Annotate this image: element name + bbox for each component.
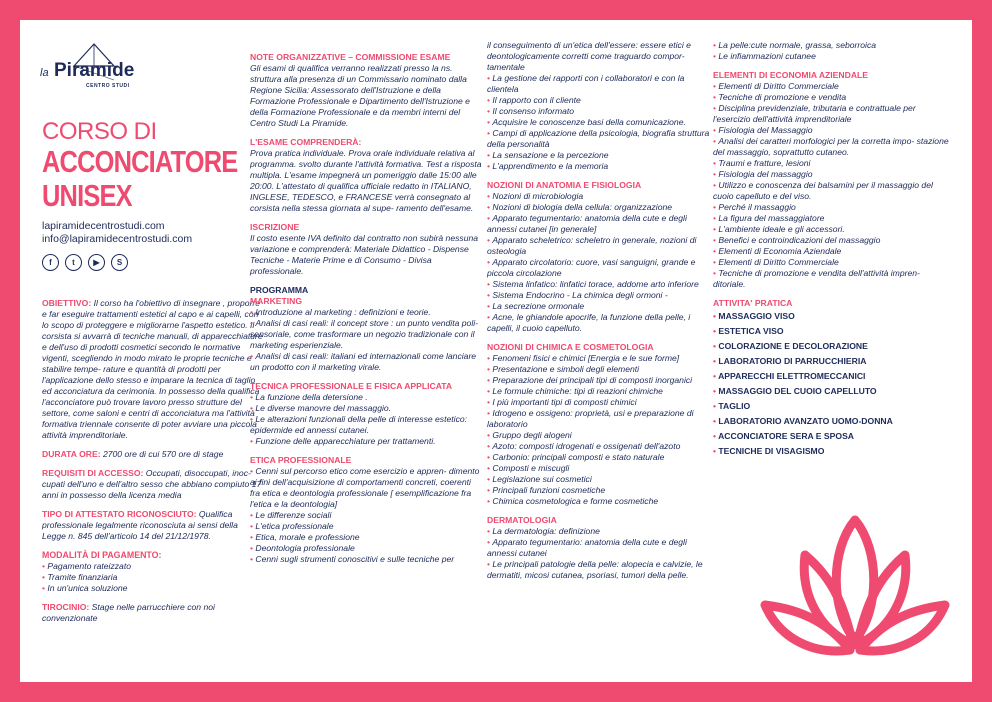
list-item: • Analisi di casi reali: il concept store : un punto vendita poli-sensoriale, come trasformare un negozio tradizionale con il marketing esperienziale. [250, 318, 482, 351]
list-item: • Analisi di casi reali: italiani ed internazionali come lanciare un prodotto con il marketing virale. [250, 351, 482, 373]
technique-heading: TECNICA PROFESSIONALE E FISICA APPLICATA [250, 381, 453, 391]
skype-icon[interactable]: S [111, 254, 128, 271]
list-item: • Cenni sugli strumenti conoscitivi e sulle tecniche per [250, 554, 482, 565]
list-item: • La figura del massaggiatore [713, 213, 949, 224]
list-item: • Il consenso informato [487, 106, 713, 117]
chemistry-heading: NOZIONI DI CHIMICA E COSMETOLOGIA [487, 342, 654, 352]
practice-heading: ATTIVITA' PRATICA [713, 298, 793, 308]
list-item: • Traumi e fratture, lesioni [713, 158, 949, 169]
list-item: • La funzione della detersione . [250, 392, 482, 403]
list-item: • TAGLIO [713, 399, 949, 414]
list-item: • Elementi di Economia Aziendale [713, 246, 949, 257]
anatomy-list [487, 191, 713, 334]
list-item: • Apparato circolatorio: cuore, vasi sanguigni, grande e piccola circolazione [487, 257, 713, 279]
list-item: • MASSAGGIO DEL CUOIO CAPELLUTO [713, 384, 949, 399]
practice-list [713, 309, 949, 459]
enrollment-text: Il costo esente IVA definito dal contratto non subirà nessuna variazione e comprenderà: Materiale Didattico - Dispense Tecniche - Materie Prime e di Consumo - Divisa professionale. [250, 233, 479, 276]
exam-text: Prova pratica individuale. Prova orale individuale relativa al programma. svolto durante l'attività formativa. Test a risposta multipla. L'esame impegnerà un pomeriggio dalle 15:00 alle 20:00. L'attestato di qualifica ufficiale redatto in ITALIANO, INGLESE, TEDESCO, e FRANCESE verrà consegnato al corsista nella stessa giornata al supe- ramento dell'esame. [250, 148, 482, 213]
objective [42, 298, 264, 441]
list-item: • Fenomeni fisici e chimici [Energia e le sue forme] [487, 353, 713, 364]
youtube-icon[interactable]: ▶ [88, 254, 105, 271]
list-item: • Preparazione dei principali tipi di composti inorganici [487, 375, 713, 386]
list-item: • Tramite finanziaria [42, 572, 264, 583]
list-item: • La dermatologia: definizione [487, 526, 713, 537]
list-item: • Campi di applicazione della psicologia, biografia struttura della personalità [487, 128, 713, 150]
list-item: • Deontologia professionale [250, 543, 482, 554]
duration-label: DURATA ORE: [42, 449, 101, 459]
economy-list [713, 81, 949, 290]
chemistry-list [487, 353, 713, 507]
logo [22, 20, 244, 100]
list-item: • In un'unica soluzione [42, 583, 264, 594]
list-item: • Le diverse manovre del massaggio. [250, 403, 482, 414]
enrollment-heading: ISCRIZIONE [250, 222, 300, 232]
list-item: • Elementi di Diritto Commerciale [713, 81, 949, 92]
facebook-icon[interactable]: f [42, 254, 59, 271]
list-item: • I più importanti tipi di composti chimici [487, 397, 713, 408]
list-item: • LABORATORIO DI PARRUCCHIERIA [713, 354, 949, 369]
list-item: • Le formule chimiche: tipi di reazioni chimiche [487, 386, 713, 397]
list-item: • Pagamento rateizzato [42, 561, 264, 572]
dermatology-list [487, 526, 713, 581]
requirements-label: REQUISITI DI ACCESSO: [42, 468, 144, 478]
list-item: • La gestione dei rapporti con i collaboratori e con la clientela [487, 73, 713, 95]
duration [42, 449, 264, 460]
exam-heading: L'ESAME COMPRENDERÀ: [250, 137, 362, 147]
list-item: • Apparato tegumentario: anatomia della cute e degli annessi cutanei [487, 537, 713, 559]
objective-text: Il corso ha l'obiettivo di insegnare , proporre e far eseguire trattamenti estetici al capo e ai capelli, con lo scopo di proteggere e migliorarne l'aspetto estetico. Il corsista si avvarrà di tecniche manuali, di apparecchiature e dell'uso di prodotti cosmetici secondo le normative vigenti, scegliendo in modo mirato le proprie tecniche e stabilire tempe- rature e quantità di prodotti per l'applicazione dello stesso e imparare la tecnica di taglio ed acconciatura da cerimonia. In possesso della qualifica l'acconciatore può trovare lavoro presso strutture del settore, come saloni e centri di acconciatura ma l'attività formativa triennale consente di poter avviare una piccola attività imprenditoriale. [42, 298, 263, 440]
list-item: • COLORAZIONE E DECOLORAZIONE [713, 339, 949, 354]
list-item: • Benefici e controindicazioni del massaggio [713, 235, 949, 246]
internship-label: TIROCINIO: [42, 602, 90, 612]
list-item: • Utilizzo e conoscenza dei balsamini per il massaggio del cuoio capelluto e del viso. [713, 180, 949, 202]
list-item: • Nozioni di microbiologia [487, 191, 713, 202]
list-item: • Azoto: composti idrogenati e ossigenati dell'azoto [487, 441, 713, 452]
course-details [42, 298, 264, 624]
column-intro [22, 20, 263, 623]
list-item: • Apparato tegumentario: anatomia della cute e degli annessi cutanei [in generale] [487, 213, 713, 235]
list-item: • Le alterazioni funzionali della pelle di interesse estetico: epidermide ed annessi cutanei. [250, 414, 482, 436]
list-item: • Chimica cosmetologica e forme cosmetiche [487, 496, 713, 507]
list-item: • LABORATORIO AVANZATO UOMO-DONNA [713, 414, 949, 429]
logo-subtitle: CENTRO STUDI [86, 83, 130, 89]
twitter-icon[interactable]: t [65, 254, 82, 271]
list-item: • Le infiammazioni cutanee [713, 51, 949, 62]
list-item: • Fisiologia del massaggio [713, 169, 949, 180]
requirements [42, 468, 264, 501]
list-item: • Nozioni di biologia della cellula: organizzazione [487, 202, 713, 213]
list-item: • Introduzione al marketing : definizioni e teorie. [250, 307, 482, 318]
list-item: • Acquisire le conoscenze basi della comunicazione. [487, 117, 713, 128]
list-item: • Legislazione sui cosmetici [487, 474, 713, 485]
payment-list [42, 561, 264, 594]
dermatology-heading: DERMATOLOGIA [487, 515, 557, 525]
contacts [42, 220, 192, 246]
list-item: • Il rapporto con il cliente [487, 95, 713, 106]
list-item: • TECNICHE DI VISAGISMO [713, 444, 949, 459]
list-item: • Sistema Endocrino - La chimica degli ormoni - [487, 290, 713, 301]
list-item: • Gruppo degli alogeni [487, 430, 713, 441]
ethics-continued-list [487, 73, 713, 172]
program-heading: PROGRAMMA [250, 285, 309, 295]
list-item: • ACCONCIATORE SERA E SPOSA [713, 429, 949, 444]
internship-text: Stage nelle parrucchiere con noi convenzionate [42, 602, 215, 623]
ethics-heading: ETICA PROFESSIONALE [250, 455, 352, 465]
certificate-type [42, 509, 264, 542]
list-item: • Apparato scheletrico: scheletro in generale, nozioni di osteologia [487, 235, 713, 257]
list-item: • La secrezione ormonale [487, 301, 713, 312]
anatomy-heading: NOZIONI DI ANATOMIA E FISIOLOGIA [487, 180, 642, 190]
technique-list [250, 392, 482, 447]
logo-name: Piramide [54, 60, 135, 81]
list-item: • Cenni sul percorso etico come esercizio e appren- dimento ai fini dell'acquisizione di comportamenti concreti, coerenti fra etica e deontologia professionale [ esemplificazione fra l'etica e la deontologia] [250, 466, 482, 510]
list-item: • Perché il massaggio [713, 202, 949, 213]
list-item: • L'ambiente ideale e gli accessori. [713, 224, 949, 235]
list-item: • APPARECCHI ELETTROMECCANICI [713, 369, 949, 384]
exam-notes-heading: NOTE ORGANIZZATIVE – COMMISSIONE ESAME [250, 52, 451, 62]
list-item: • L'apprendimento e la memoria [487, 161, 713, 172]
marketing-list [250, 307, 482, 373]
list-item: • Disciplina previdenziale, tributaria e contrattuale per l'esercizio dell'attività imprenditoriale [713, 103, 949, 125]
list-item: • Le differenze sociali [250, 510, 482, 521]
list-item: • Sistema linfatico: linfatici torace, addome arto inferiore [487, 279, 713, 290]
list-item: • Idrogeno e ossigeno: proprietà, usi e preparazione di laboratorio [487, 408, 713, 430]
list-item: • Presentazione e simboli degli elementi [487, 364, 713, 375]
list-item: • Tecniche di promozione e vendita [713, 92, 949, 103]
list-item: • La sensazione e la percezione [487, 150, 713, 161]
skin-list [713, 40, 949, 62]
requirements-text: Occupati, disoccupati, inoc- cupati dell'uno e dell'altro sesso che abbiano compiuto 17 anni in possesso della licenza media [42, 468, 262, 500]
list-item: • Carbonio: principali composti e stato naturale [487, 452, 713, 463]
list-item: • La pelle:cute normale, grassa, seborroica [713, 40, 949, 51]
logo-la: la [40, 67, 49, 79]
list-item: • Etica, morale e professione [250, 532, 482, 543]
lotus-decoration-icon [745, 500, 965, 690]
list-item: • Fisiologia del Massaggio [713, 125, 949, 136]
list-item: • Elementi di Diritto Commerciale [713, 257, 949, 268]
list-item: • ESTETICA VISO [713, 324, 949, 339]
certificate-text: Qualifica professionale legalmente riconosciuta ai sensi della Legge n. 845 dell'articolo 14 del 21/12/1978. [42, 509, 238, 541]
social-links [42, 254, 128, 271]
objective-label: OBIETTIVO: [42, 298, 92, 308]
payment-heading: MODALITÀ DI PAGAMENTO: [42, 550, 162, 560]
exam-notes-text: Gli esami di qualifica verranno realizzati presso la ns. struttura alla presenza di un Commissario nominato dalla Regione Sicilia: Assessorato dell'Istruzione e della Formazione Professionale e Dipartimento dell'Istruzione e della Formazione Professionale e da membri interni del Centro Studi La Piramide. [250, 63, 470, 128]
course-prefix: CORSO DI [42, 118, 157, 145]
list-item: • MASSAGGIO VISO [713, 309, 949, 324]
list-item: • Principali funzioni cosmetiche [487, 485, 713, 496]
course-title-line-1: ACCONCIATORE [42, 144, 238, 179]
marketing-heading: MARKETING [250, 296, 303, 306]
duration-text: 2700 ore di cui 570 ore di stage [102, 449, 224, 459]
certificate-label: TIPO DI ATTESTATO RICONOSCIUTO: [42, 509, 197, 519]
email-link[interactable]: info@lapiramidecentrostudi.com [42, 233, 193, 245]
list-item: • Composti e miscugli [487, 463, 713, 474]
list-item: • Funzione delle apparecchiature per trattamenti. [250, 436, 482, 447]
ethics-list [250, 466, 482, 565]
course-title-line-2: UNISEX [42, 178, 132, 213]
economy-heading: ELEMENTI DI ECONOMIA AZIENDALE [713, 70, 869, 80]
list-item: • Tecniche di promozione e vendita dell'attività impren- ditoriale. [713, 268, 949, 290]
list-item: • Le principali patologie della pelle: alopecia e calvizie, le dermatiti, micosi cutanea, psoriasi, tumori della pelle. [487, 559, 713, 581]
ethics-continued-text: il conseguimento di un'etica dell'essere: essere etici e deontologicamente corretti come traguardo compor- tamentale [487, 40, 691, 72]
website-link[interactable]: lapiramidecentrostudi.com [42, 220, 165, 232]
list-item: • L'etica professionale [250, 521, 482, 532]
list-item: • Acne, le ghiandole apocrife, la funzione della pelle, i capelli, il cuoio capelluto. [487, 312, 713, 334]
list-item: • Analisi dei caratteri morfologici per la corretta impo- stazione del massaggio, soprattutto cutaneo. [713, 136, 949, 158]
internship [42, 602, 264, 624]
